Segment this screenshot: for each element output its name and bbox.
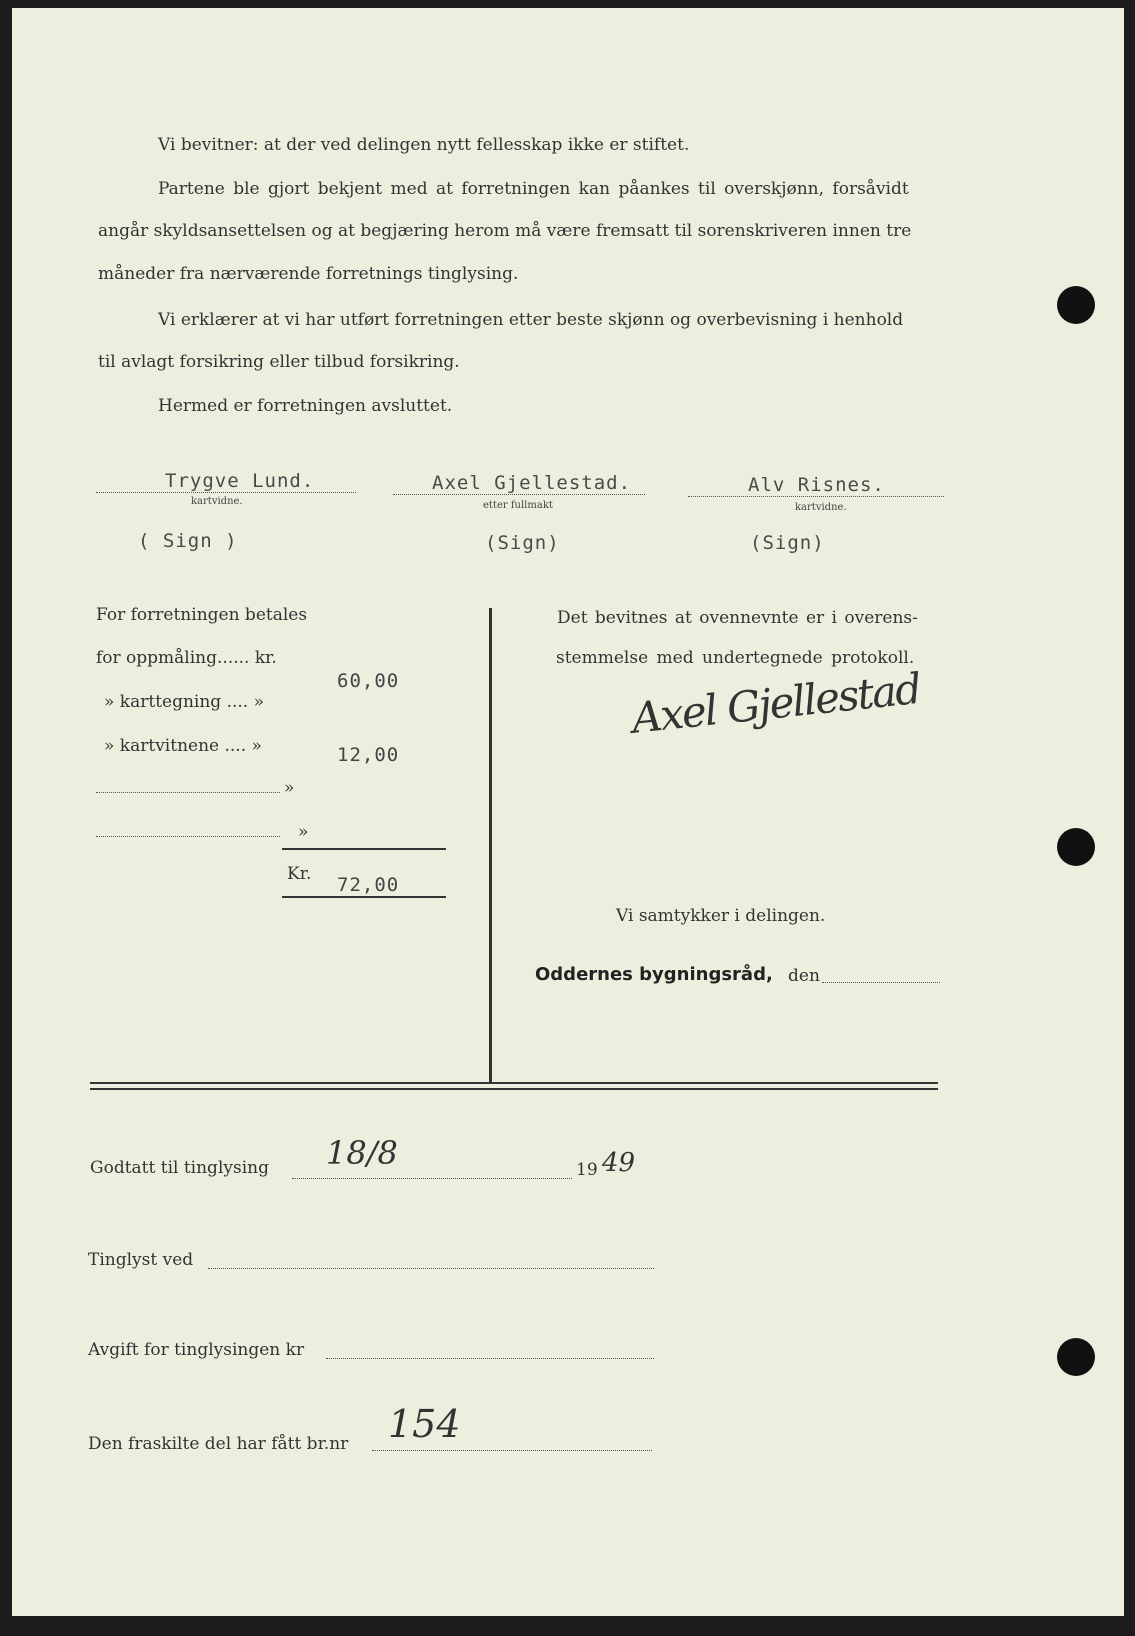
fees-witnesses-label: » kartvitnene .... » [104,736,262,756]
fees-witnesses-value: 12,00 [337,744,400,766]
year-prefix: 19 [576,1160,598,1180]
consent-text: Vi samtykker i delingen. [616,906,826,926]
fees-blank-mark-2: » [298,822,309,842]
signature-line-2 [393,494,645,495]
registration-fee-line [326,1358,654,1359]
building-council-label: Oddernes bygningsråd, [535,964,773,985]
parcel-number-label: Den fraskilte del har fått br.nr [88,1434,349,1454]
fees-total-rule [282,896,446,898]
registered-by-line [208,1268,654,1269]
fees-blank-mark-1: » [284,778,295,798]
parcel-number-line [372,1450,652,1451]
signature-line-3 [688,496,944,497]
paragraph-concluded: Hermed er forretningen avsluttet. [158,396,453,416]
signature-line-1 [96,492,356,493]
fees-surveying-label: for oppmåling...... kr. [96,648,277,668]
handwritten-signature-gjellestad: Axel Gjellestad [629,663,923,743]
certification-line2: stemmelse med undertegnede protokoll. [556,648,915,668]
signature-sign-3: (Sign) [750,532,825,554]
building-council-den: den [788,966,820,986]
fees-heading: For forretningen betales [96,605,308,625]
document-page [12,8,1124,1616]
accepted-for-registration-label: Godtatt til tinglysing [90,1158,269,1178]
year-suffix-handwritten: 49 [602,1148,636,1178]
signature-sign-2: (Sign) [485,532,560,554]
fees-mapping-label: » karttegning .... » [104,692,265,712]
column-divider [489,608,492,1082]
fees-surveying-value: 60,00 [337,670,400,692]
signature-name-1: Trygve Lund. [165,470,315,492]
section-rule-bottom [90,1088,938,1090]
fees-total-label: Kr. [287,864,312,884]
signature-name-3: Alv Risnes. [748,474,885,496]
accepted-date-handwritten: 18/8 [326,1134,398,1172]
paragraph-declaration-line2: til avlagt forsikring eller tilbud forsikring. [98,352,460,372]
signature-role-3: kartvidne. [795,502,847,513]
certification-line1: Det bevitnes at ovennevnte er i overens- [557,608,918,628]
registration-fee-label: Avgift for tinglysingen kr [88,1340,305,1360]
parcel-number-handwritten: 154 [388,1402,461,1446]
registered-by-label: Tinglyst ved [88,1250,194,1270]
fees-blank-line-2 [96,836,280,837]
paragraph-appeal-line3: måneder fra nærværende forretnings tinglysing. [98,264,519,284]
paragraph-appeal-line2: angår skyldsansettelsen og at begjæring herom må være fremsatt til sorenskriveren innen tre [98,221,912,241]
punch-hole-bottom [1057,1338,1095,1376]
fees-total-value: 72,00 [337,874,400,896]
punch-hole-top [1057,286,1095,324]
signature-name-2: Axel Gjellestad. [432,472,632,494]
paragraph-no-new-community: Vi bevitner: at der ved delingen nytt fellesskap ikke er stiftet. [158,135,690,155]
paragraph-appeal-line1: Partene ble gjort bekjent med at forretningen kan påankes til overskjønn, forsåvidt [158,179,909,199]
building-council-date-line [822,982,940,983]
section-rule-top [90,1082,938,1084]
paragraph-declaration-line1: Vi erklærer at vi har utført forretningen etter beste skjønn og overbevisning i henhold [158,310,904,330]
signature-role-1: kartvidne. [191,496,243,507]
punch-hole-middle [1057,828,1095,866]
fees-sum-rule [282,848,446,850]
fees-blank-line-1 [96,792,280,793]
accepted-date-line [292,1178,572,1179]
signature-role-2: etter fullmakt [483,500,553,511]
signature-sign-1: ( Sign ) [138,530,238,552]
